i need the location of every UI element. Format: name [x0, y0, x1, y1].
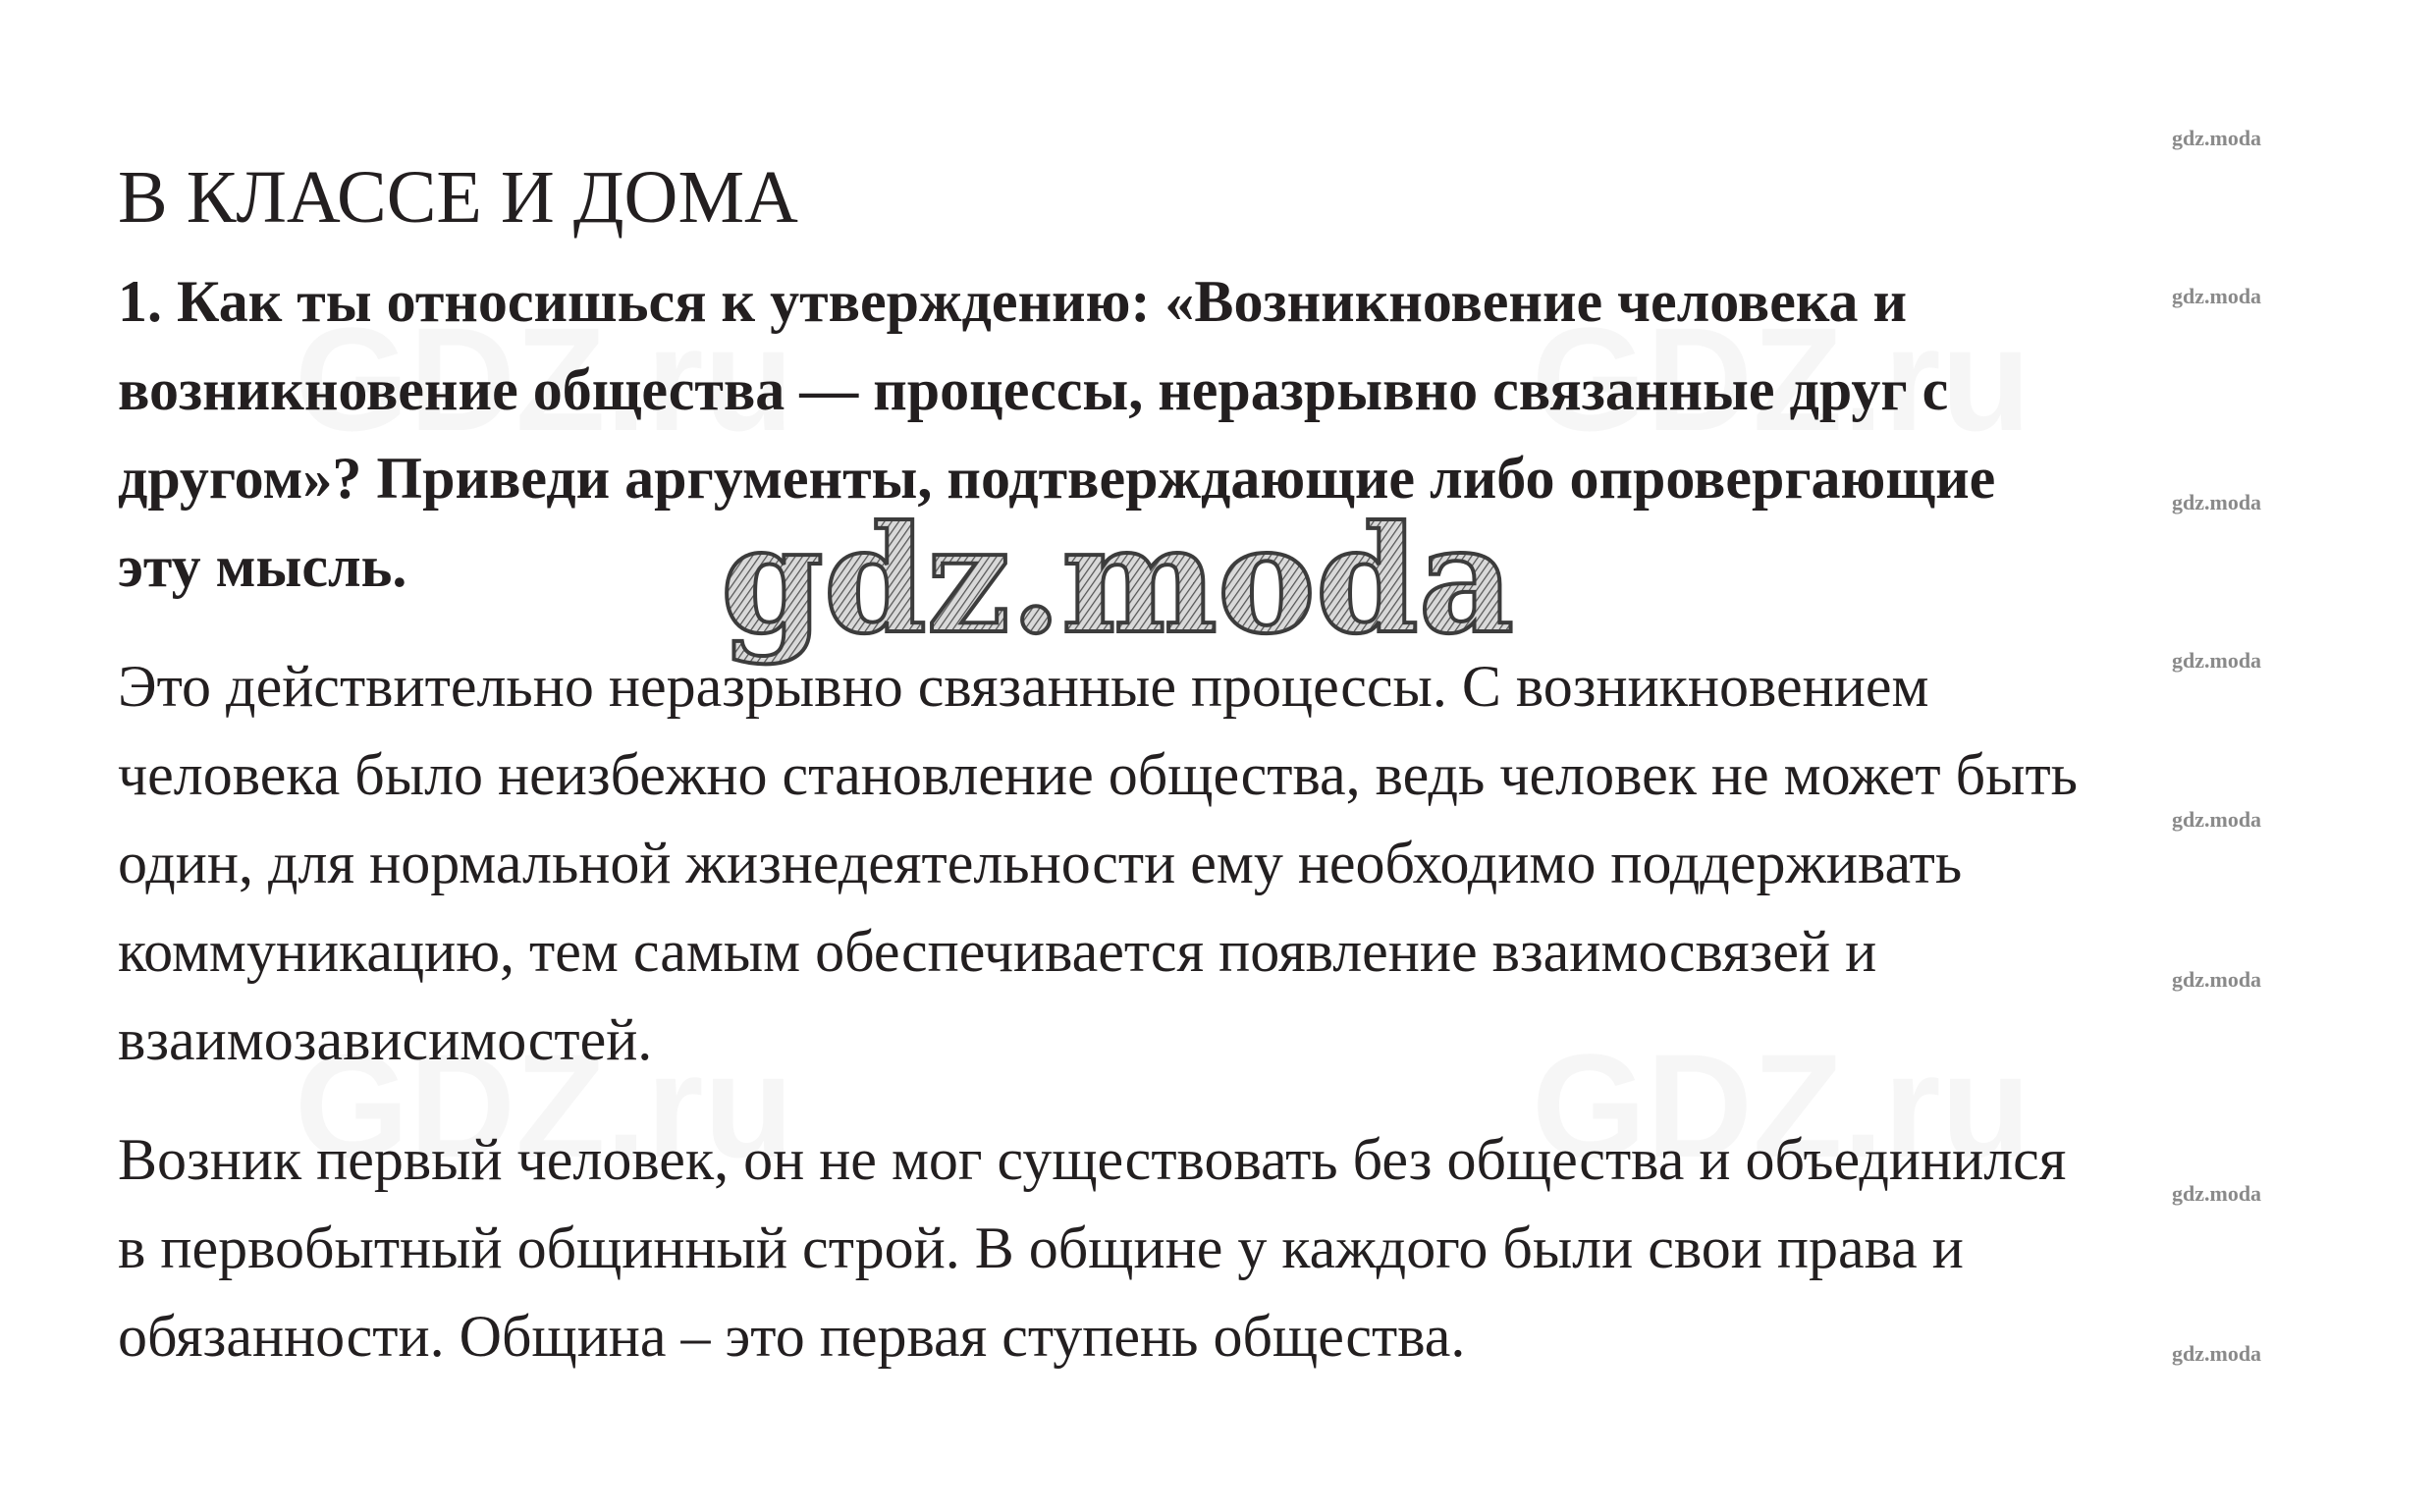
question-line: другом»? Приведи аргументы, подтверждающие либо опровергающие	[118, 446, 1996, 511]
answer-line: коммуникацию, тем самым обеспечивается появление взаимосвязей и	[118, 919, 1877, 984]
answer-line: Возник первый человек, он не мог существовать без общества и объединился	[118, 1127, 2067, 1192]
section-title: В КЛАССЕ И ДОМА	[118, 155, 798, 239]
side-watermark: gdz.moda	[2172, 1341, 2262, 1366]
side-watermark: gdz.moda	[2172, 284, 2262, 308]
side-watermark: gdz.moda	[2172, 807, 2262, 832]
answer-line: один, для нормальной жизнедеятельности ему необходимо поддерживать	[118, 831, 1963, 895]
answer-paragraph-2	[118, 1115, 2376, 1380]
answer-line: обязанности. Община – это первая ступень общества.	[118, 1304, 1466, 1369]
logo-watermark-text: gdz.moda	[721, 494, 1515, 667]
answer-paragraph-1	[118, 642, 2376, 1084]
logo-watermark	[715, 494, 1515, 673]
answer-line: Это действительно неразрывно связанные процессы. С возникновением	[118, 654, 1929, 719]
answer-line: взаимозависимостей.	[118, 1007, 653, 1072]
answer-line: в первобытный общинный строй. В общине у каждого были свои права и	[118, 1215, 1964, 1280]
question-line: возникновение общества — процессы, неразрывно связанные друг с	[118, 357, 1949, 422]
side-watermark: gdz.moda	[2172, 490, 2262, 514]
side-watermark: gdz.moda	[2172, 648, 2262, 673]
side-watermark: gdz.moda	[2172, 126, 2262, 150]
side-watermark: gdz.moda	[2172, 967, 2262, 992]
side-watermark: gdz.moda	[2172, 1181, 2262, 1206]
answer-line: человека было неизбежно становление общества, ведь человек не может быть	[118, 742, 2079, 807]
question-line: 1. Как ты относишься к утверждению: «Возникновение человека и	[118, 269, 1908, 334]
question-line: эту мысль.	[118, 534, 407, 599]
